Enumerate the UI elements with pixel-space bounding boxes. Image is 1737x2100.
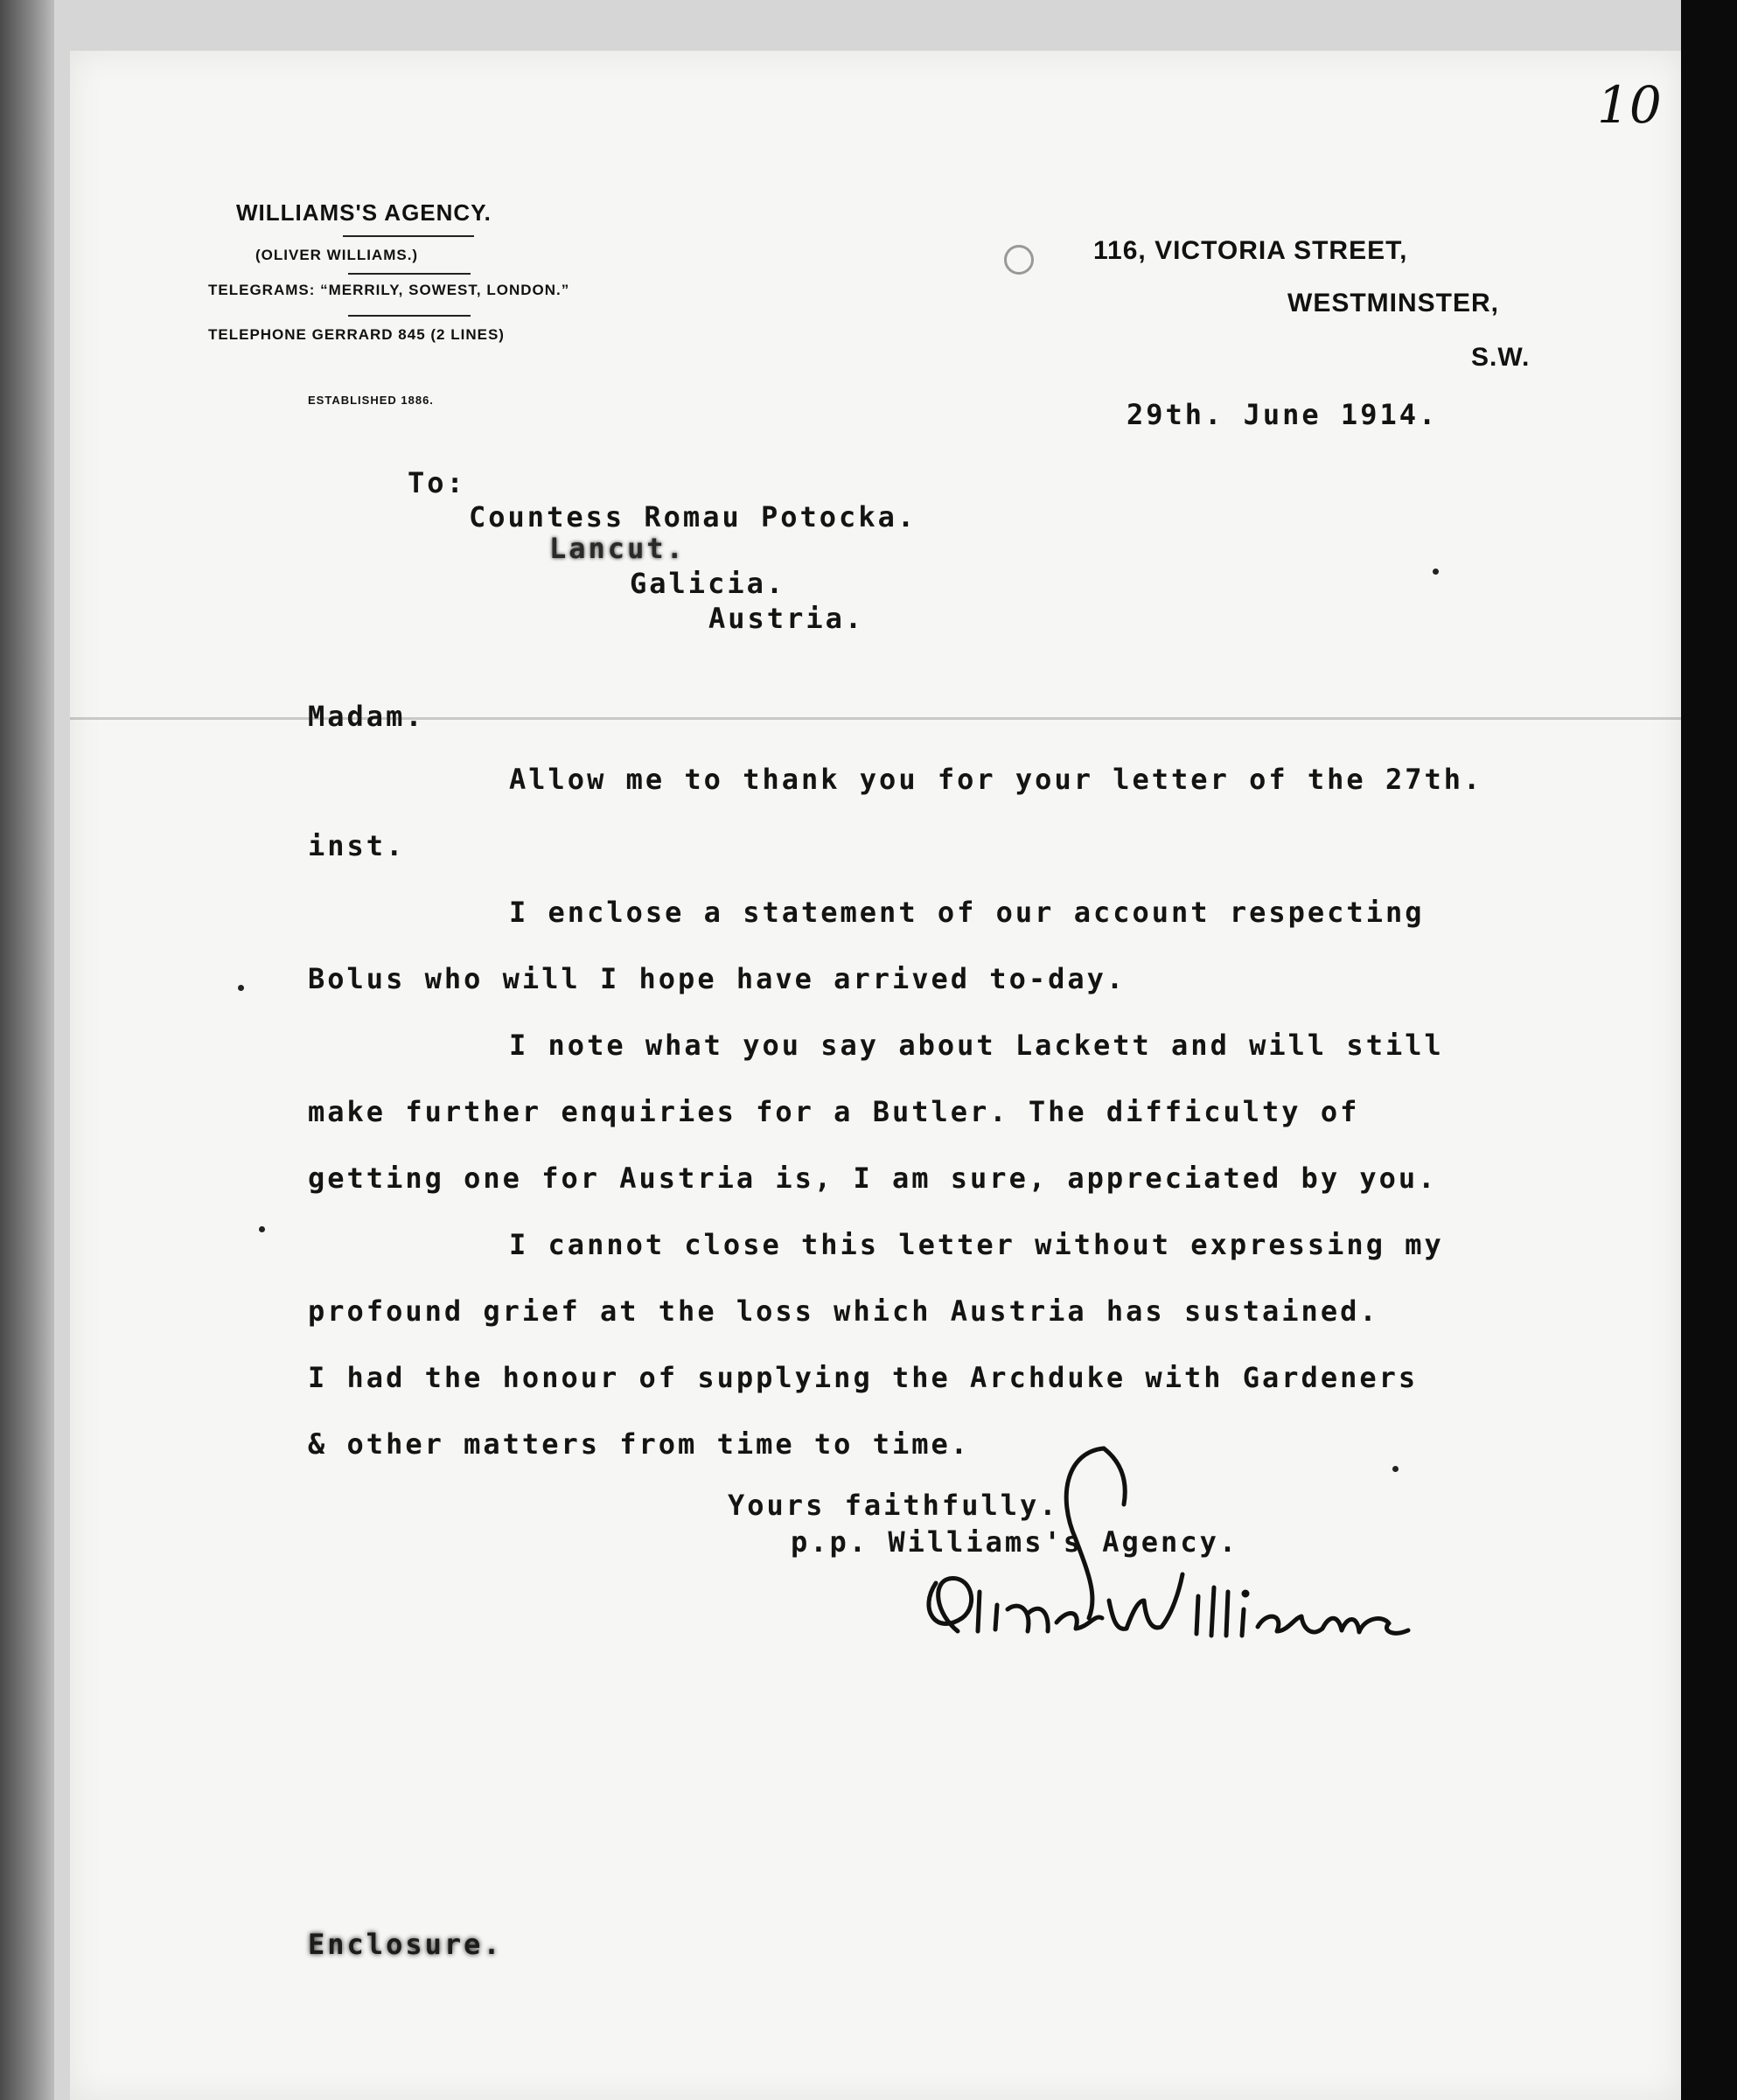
recipient-name: Countess Romau Potocka.: [469, 500, 917, 534]
body-line: make further enquiries for a Butler. The difficulty of: [308, 1095, 1360, 1128]
recipient-region: Galicia.: [630, 567, 786, 600]
scan-right-edge: [1681, 0, 1737, 2100]
body-line: Bolus who will I hope have arrived to-day.: [308, 962, 1127, 995]
enclosure-note: Enclosure.: [308, 1928, 503, 1961]
letterhead-rule: [343, 235, 474, 237]
body-line: inst.: [308, 829, 406, 862]
letterhead-rule: [348, 273, 471, 275]
scan-left-edge: [0, 0, 54, 2100]
valediction: Yours faithfully.: [728, 1489, 1059, 1522]
recipient-country: Austria.: [708, 602, 865, 635]
letterhead-established: ESTABLISHED 1886.: [308, 394, 434, 407]
body-line: & other matters from time to time.: [308, 1427, 971, 1461]
handwritten-signature: [910, 1443, 1434, 1671]
salutation: Madam.: [308, 700, 425, 733]
ink-speck: [1433, 569, 1439, 575]
archive-page-number: 10: [1597, 75, 1662, 135]
body-line: I had the honour of supplying the Archduke with Gardeners: [308, 1361, 1419, 1394]
body-line: profound grief at the loss which Austria has sustained.: [308, 1294, 1379, 1328]
body-line: I note what you say about Lackett and will still: [509, 1029, 1444, 1062]
body-line: I enclose a statement of our account respecting: [509, 896, 1425, 929]
body-line: Allow me to thank you for your letter of the 27th.: [509, 763, 1483, 796]
ink-speck: [238, 985, 244, 991]
letterhead-proprietor: (OLIVER WILLIAMS.): [255, 247, 419, 263]
ink-speck: [1392, 1466, 1399, 1472]
recipient-to: To:: [408, 466, 466, 499]
punch-hole: [1004, 245, 1034, 275]
letter-paper: [70, 51, 1681, 2100]
address-street: 116, VICTORIA STREET,: [1093, 236, 1408, 265]
per-procurationem: p.p. Williams's Agency.: [791, 1525, 1239, 1559]
letterhead-name: WILLIAMS'S AGENCY.: [236, 199, 492, 226]
letterhead-telegrams: TELEGRAMS: “MERRILY, SOWEST, LONDON.”: [208, 282, 570, 298]
ink-speck: [259, 1226, 265, 1232]
recipient-town: Lancut.: [549, 532, 686, 565]
body-line: I cannot close this letter without expressing my: [509, 1228, 1444, 1261]
letter-date: 29th. June 1914.: [1127, 398, 1439, 431]
address-postal: S.W.: [1471, 343, 1531, 372]
body-line: getting one for Austria is, I am sure, appreciated by you.: [308, 1162, 1438, 1195]
letterhead-rule: [348, 315, 471, 317]
address-district: WESTMINSTER,: [1287, 289, 1499, 317]
letterhead-telephone: TELEPHONE GERRARD 845 (2 LINES): [208, 326, 505, 343]
